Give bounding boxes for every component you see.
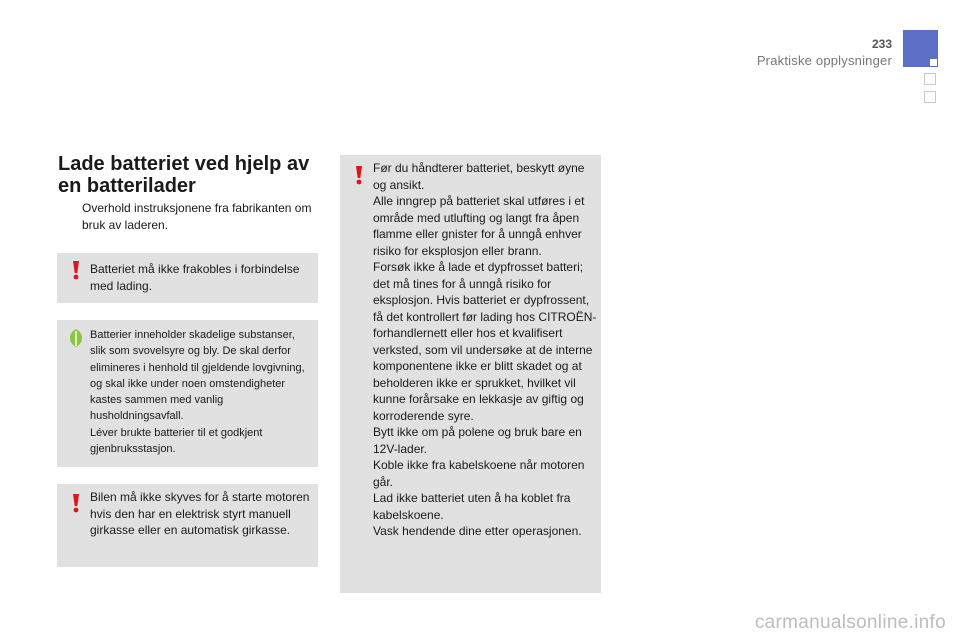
warning-text: Batteriet må ikke frakobles i forbindelse med lading. (90, 262, 300, 293)
page-number: 233 (871, 37, 892, 51)
leaf-icon (66, 328, 86, 348)
tab-marker (930, 59, 937, 66)
page-heading: Lade batteriet ved hjelp av en batterilader (58, 153, 310, 197)
section-tab[interactable] (924, 73, 936, 85)
instruction-text: Overhold instruksjonene fra fabrikanten om bruk av laderen. (82, 201, 312, 232)
warning-icon (349, 165, 369, 185)
section-tab-active[interactable] (903, 30, 938, 67)
instruction-item (62, 200, 324, 234)
warning-note (340, 155, 601, 593)
warning-note (57, 484, 318, 567)
environment-text: Batterier inneholder skadelige substanser, slik som svovelsyre og bly. De skal derfor elimineres i henhold til gjeldende lovgivning, og skal ikke under noen omstendigheter kastes sammen med vanlig husholdningsavfall. Léver brukte batterier til et godkjent gjenbruksstasjon. (90, 329, 305, 456)
warning-text: Før du håndterer batteriet, beskytt øyne og ansikt. Alle inngrep på batteriet skal utføres i et område med utlufting og langt fra åpen flamme eller gnister for å unngå enhver risiko for eksplosjon eller brann. Forsøk ikke å lade et dypfrosset batteri; det må tines for å unngå risiko for eksplosjon. Hvis batteriet er dypfrossent, få det kontrollert før lading hos CITROËN-forhandlernett eller hos et kvalifisert verksted, som vil undersøke at de interne komponentene ikke er blitt skadet og at beholderen ikke er sprukket, hvilket vil kunne forårsake en lekkasje av giftig og korroderende syre. Bytt ikke om på polene og bruk bare en 12V-lader. Koble ikke fra kabelskoene når motoren går. Lad ikke batteriet uten å ha koblet fra kabelskoene. Vask hendende dine etter operasjonen. (373, 161, 597, 538)
warning-icon (66, 260, 86, 280)
environment-note (57, 320, 318, 467)
section-title: Praktiske opplysninger (756, 53, 892, 68)
warning-text: Bilen må ikke skyves for å starte motoren hvis den har en elektrisk styrt manuell girkasse eller en automatisk girkasse. (90, 490, 310, 537)
watermark: carmanualsonline.info (754, 612, 946, 633)
warning-note (57, 253, 318, 303)
warning-icon (66, 493, 86, 513)
section-tab[interactable] (924, 91, 936, 103)
